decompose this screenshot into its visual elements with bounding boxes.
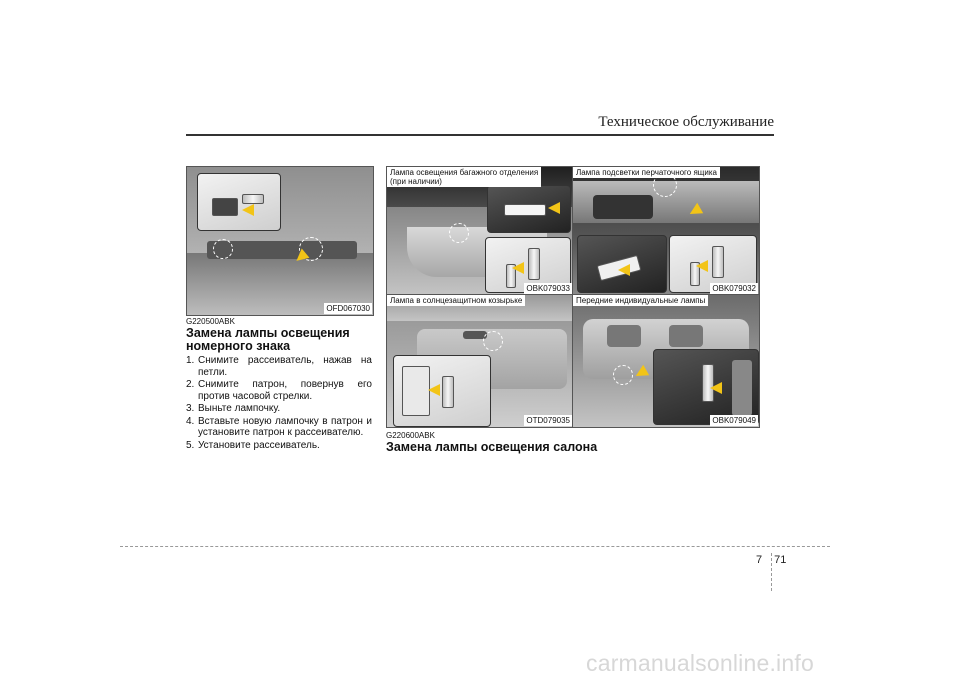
- figure-caption-line: Лампа освещения багажного отделения: [390, 168, 539, 177]
- figure-inset-map-lamp-bulb: [653, 349, 759, 425]
- figure-code: OBK079032: [712, 284, 756, 293]
- figure-inset-lamp-detail: [197, 173, 281, 231]
- step-item: [186, 403, 372, 415]
- figure-code: OBK079049: [712, 416, 756, 425]
- instruction-steps: [186, 355, 372, 452]
- figure-glovebox-lamp: [572, 166, 760, 296]
- section-code: G220500ABK: [186, 317, 235, 326]
- figure-code: OFD067030: [326, 304, 370, 313]
- section-title: [186, 327, 376, 353]
- step-item: [186, 379, 372, 402]
- section-title-line: Замена лампы освещения: [186, 326, 350, 340]
- section-code: G220600ABK: [386, 431, 435, 440]
- figure-caption-line: (при наличии): [390, 177, 442, 186]
- figure-caption: Лампа подсветки перчаточного ящика: [573, 167, 720, 178]
- figure-inset-glovebox-lamp: [577, 235, 667, 293]
- page-number-value: 71: [774, 554, 787, 566]
- figure-license-plate-lamp: [186, 166, 374, 316]
- step-item: [186, 416, 372, 439]
- figure-caption: Лампа в солнцезащитном козырьке: [387, 295, 525, 306]
- step-text: Выньте лампочку.: [198, 403, 281, 414]
- step-text: Снимите патрон, повернув его против часовой стрелки.: [198, 379, 372, 402]
- section-title: Замена лампы освещения салона: [386, 440, 598, 454]
- step-item: [186, 440, 372, 452]
- chapter-number: 7: [756, 554, 763, 566]
- step-text: Снимите рассеиватель, нажав на петли.: [198, 355, 372, 378]
- header-rule: [186, 134, 774, 136]
- footer-rule: [120, 546, 830, 547]
- section-title-line: номерного знака: [186, 339, 291, 353]
- figure-caption: [387, 167, 541, 187]
- figure-caption: Передние индивидуальные лампы: [573, 295, 708, 306]
- step-text: Вставьте новую лампочку в патрон и установите патрон к рассеивателю.: [198, 415, 372, 438]
- step-number: 5.: [186, 439, 195, 451]
- watermark-text: carmanualsonline.info: [586, 650, 814, 676]
- step-number: 4.: [186, 415, 195, 427]
- figure-trunk-lamp: [386, 166, 574, 296]
- figure-front-map-lamps: [572, 294, 760, 428]
- step-number: 2.: [186, 379, 195, 390]
- step-number: 1.: [186, 355, 195, 366]
- figure-code: OBK079033: [526, 284, 570, 293]
- figure-code: OTD079035: [526, 416, 570, 425]
- figure-inset-visor-bulb: [393, 355, 491, 427]
- page-number: [756, 554, 786, 566]
- figure-sun-visor-lamp: [386, 294, 574, 428]
- step-number: 3.: [186, 403, 195, 414]
- step-item: [186, 355, 372, 378]
- running-header-title: Техническое обслуживание: [598, 114, 774, 130]
- figure-inset-trunk-lamp: [487, 185, 571, 233]
- step-text: Установите рассеиватель.: [198, 439, 320, 451]
